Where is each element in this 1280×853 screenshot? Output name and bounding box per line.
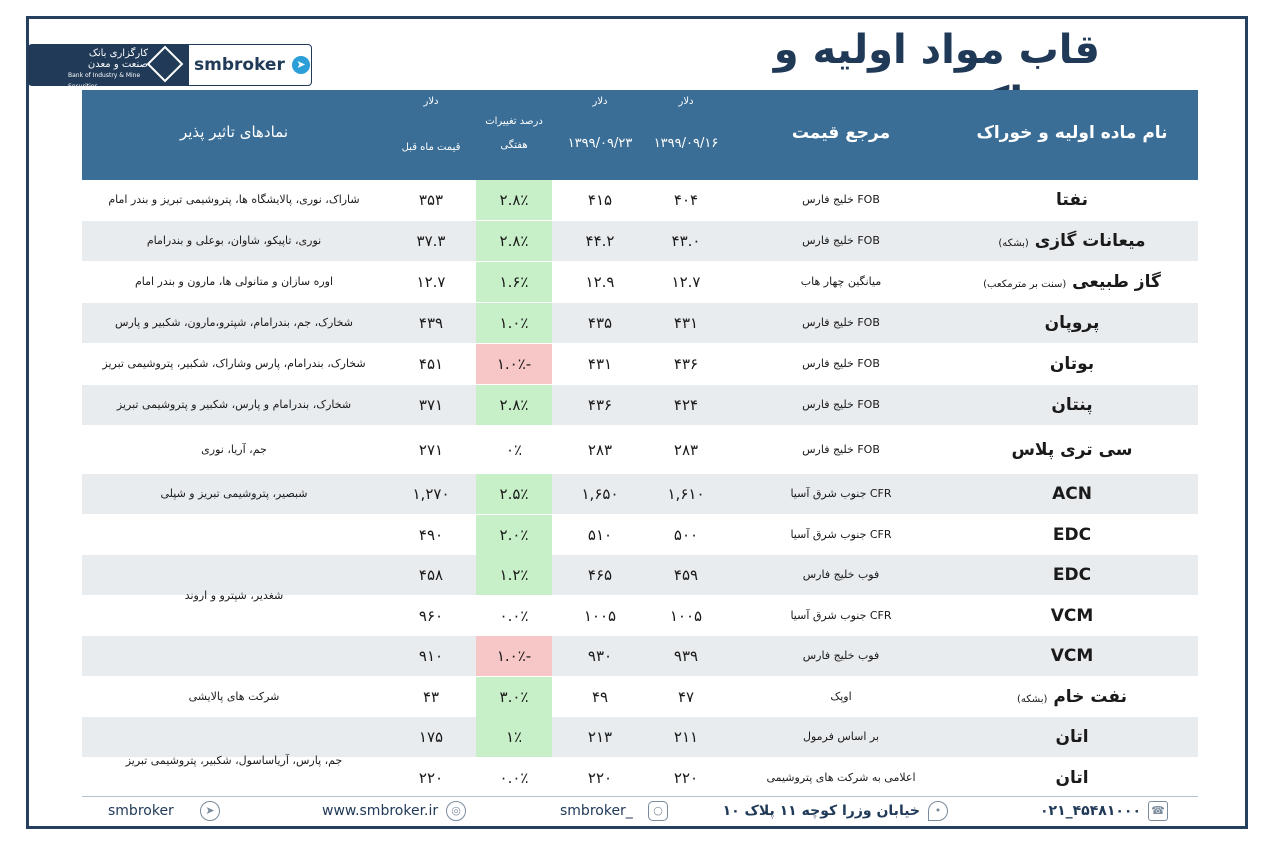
header-change-line2: هفتگی	[500, 140, 528, 151]
row-prev-price: ۳۷.۳	[416, 232, 446, 250]
row-price2: ۴۴.۲	[585, 232, 615, 250]
merged-affected-edc-vcm: شغدیر، شپترو و اروند	[184, 589, 284, 602]
row-price2: ۴۶۵	[587, 566, 613, 584]
header-price1-unit: دلار	[678, 96, 694, 107]
row-affected: شخارک، بندرامام و پارس، شکبیر و پتروشیمی تبریز	[116, 398, 352, 411]
row-price1: ۲۲۰	[673, 769, 699, 787]
row-name: EDC	[1052, 565, 1092, 585]
table-header	[82, 90, 1198, 180]
row-price1: ۱۰۰۵	[669, 607, 703, 625]
row-price2: ۲۲۰	[587, 769, 613, 787]
row-change: ۲.۸٪	[476, 180, 552, 220]
row-price2: ۴۳۱	[587, 355, 613, 373]
row-reference: اوپک	[830, 690, 852, 703]
row-price2: ۴۹	[591, 688, 609, 706]
row-affected: اوره سازان و متانولی ها، مارون و بندر امام	[134, 275, 334, 288]
row-prev-price: ۴۹۰	[418, 526, 444, 544]
bank-mark-icon	[147, 46, 184, 83]
header-name: نام ماده اولیه و خوراک	[976, 123, 1168, 143]
table-row	[82, 344, 1198, 384]
row-prev-price: ۳۷۱	[418, 396, 444, 414]
table-row	[82, 180, 1198, 220]
row-change: ۲.۸٪	[476, 221, 552, 261]
table-row	[82, 474, 1198, 514]
row-affected: شخارک، بندرامام، پارس وشاراک، شکبیر، پتروشیمی تبریز	[102, 357, 366, 370]
row-reference: بر اساس فرمول	[802, 730, 880, 743]
table-row	[82, 221, 1198, 261]
row-prev-price: ۴۵۸	[418, 566, 444, 584]
row-price2: ۲۸۳	[587, 441, 613, 459]
row-reference: CFR جنوب شرق آسیا	[790, 528, 892, 541]
row-price2: ۹۳۰	[587, 647, 613, 665]
row-price2: ۲۱۳	[587, 728, 613, 746]
row-change: ۱٪	[476, 717, 552, 757]
row-price1: ۴۵۹	[673, 566, 699, 584]
header-prev-unit: دلار	[423, 96, 439, 107]
row-price1: ۹۳۹	[673, 647, 699, 665]
row-price2: ۱۲.۹	[585, 273, 615, 291]
header-price2-date: ۱۳۹۹/۰۹/۲۳	[567, 136, 633, 151]
row-price1: ۱۲.۷	[671, 273, 701, 291]
row-prev-price: ۴۳۹	[418, 314, 444, 332]
row-price2: ۱,۶۵۰	[581, 485, 619, 503]
row-reference: CFR جنوب شرق آسیا	[790, 609, 892, 622]
row-affected	[82, 636, 386, 676]
row-affected: نوری، تاپیکو، شاوان، بوعلی و بندرامام	[146, 234, 322, 247]
row-affected: شرکت های پالایشی	[188, 690, 280, 703]
row-prev-price: ۴۳	[422, 688, 440, 706]
header-price2-unit: دلار	[592, 96, 608, 107]
row-price2: ۴۳۶	[587, 396, 613, 414]
row-affected: شخارک، جم، بندرامام، شپترو،مارون، شکبیر و پارس	[115, 316, 353, 329]
row-price2: ۴۳۵	[587, 314, 613, 332]
row-name: ACN	[1052, 484, 1092, 504]
row-price1: ۴۳.۰	[671, 232, 701, 250]
row-prev-price: ۴۵۱	[418, 355, 444, 373]
logo-bank-line1: کارگزاری بانک	[88, 48, 148, 59]
row-name: سی تری پلاس	[1011, 440, 1133, 460]
row-reference: CFR جنوب شرق آسیا	[790, 487, 892, 500]
logo-dark-panel	[28, 44, 193, 90]
row-prev-price: ۲۷۱	[418, 441, 444, 459]
row-affected: جم، آریا، نوری	[201, 443, 267, 456]
table-row	[82, 385, 1198, 425]
row-prev-price: ۲۲۰	[418, 769, 444, 787]
logo-bank-en: Bank of Industry & Mine Securities	[68, 72, 141, 90]
row-change: ۱.۲٪	[476, 555, 552, 595]
row-reference: FOB خلیج فارس	[802, 398, 880, 411]
row-prev-price: ۱۲.۷	[416, 273, 446, 291]
footer-phone: ۰۲۱_۴۵۴۸۱۰۰۰	[1040, 803, 1141, 819]
row-price1: ۵۰۰	[673, 526, 699, 544]
row-price1: ۴۳۱	[673, 314, 699, 332]
row-name: VCM	[1050, 646, 1094, 666]
table-row	[82, 430, 1198, 470]
row-affected: شبصیر، پتروشیمی تبریز و شپلی	[160, 487, 308, 500]
row-change: ۰.۰٪	[499, 769, 529, 787]
row-prev-price: ۳۵۳	[418, 191, 444, 209]
row-reference: فوب خلیج فارس	[802, 649, 880, 662]
header-affected: نمادهای تاثیر پذیر	[179, 123, 289, 141]
row-prev-price: ۹۱۰	[418, 647, 444, 665]
row-change: ۰.۰٪	[499, 607, 529, 625]
header-prev-label: قیمت ماه قبل	[401, 142, 461, 153]
row-affected: شاراک، نوری، پالایشگاه ها، پتروشیمی تبریز و بندر امام	[108, 193, 360, 206]
merged-affected-ethane: جم، پارس، آریاساسول، شکبیر، پتروشیمی تبریز	[125, 754, 343, 767]
phone-icon: ☎	[1148, 801, 1168, 821]
header-price1-date: ۱۳۹۹/۰۹/۱۶	[653, 136, 719, 151]
row-name: پنتان	[1051, 395, 1093, 415]
row-change: ۲.۰٪	[476, 515, 552, 555]
row-change: ۱.۶٪	[476, 262, 552, 302]
row-change: ۲.۵٪	[476, 474, 552, 514]
logo-brand-name: smbroker	[194, 55, 285, 75]
telegram-icon: ➤	[292, 56, 310, 74]
footer-website[interactable]: www.smbroker.ir	[322, 803, 439, 819]
header-reference: مرجع قیمت	[791, 123, 891, 143]
row-name: نفتا	[1056, 190, 1088, 210]
row-reference: FOB خلیج فارس	[802, 193, 880, 206]
row-name: بوتان	[1049, 354, 1095, 374]
logo-bank-line2: صنعت و معدن	[87, 59, 148, 70]
row-change: ۰٪	[505, 441, 523, 459]
row-change: ۱.۰٪	[476, 303, 552, 343]
row-name: میعانات گازی (بشکه)	[998, 231, 1146, 251]
row-prev-price: ۱,۲۷۰	[412, 485, 450, 503]
row-price1: ۴۰۴	[673, 191, 699, 209]
row-change: ۳.۰٪	[476, 677, 552, 717]
globe-icon: ◎	[446, 801, 466, 821]
row-name: EDC	[1052, 525, 1092, 545]
footer-instagram[interactable]: smbroker_	[560, 803, 633, 819]
row-name: اتان	[1055, 727, 1089, 747]
row-reference: میانگین چهار هاب	[800, 275, 882, 288]
page-title: قاب مواد اولیه و	[773, 27, 1100, 73]
row-price1: ۱,۶۱۰	[667, 485, 705, 503]
row-reference: FOB خلیج فارس	[802, 443, 880, 456]
row-price1: ۲۱۱	[673, 728, 699, 746]
table-row	[82, 303, 1198, 343]
row-price1: ۴۲۴	[673, 396, 699, 414]
row-reference: FOB خلیج فارس	[802, 316, 880, 329]
row-change: -۱.۰٪	[476, 344, 552, 384]
logo-bank-text	[68, 48, 148, 92]
row-affected	[82, 515, 386, 555]
footer	[28, 796, 1248, 826]
instagram-icon: ○	[648, 801, 668, 821]
row-price2: ۴۱۵	[587, 191, 613, 209]
table-row	[82, 677, 1198, 717]
row-name: گاز طبیعی (سنت بر مترمکعب)	[983, 272, 1161, 292]
row-change: ۲.۸٪	[476, 385, 552, 425]
table-row	[82, 515, 1198, 555]
send-icon: ➤	[200, 801, 220, 821]
table-row	[82, 636, 1198, 676]
row-name: پروپان	[1044, 313, 1100, 333]
row-reference: فوب خلیج فارس	[802, 568, 880, 581]
row-reference: اعلامی به شرکت های پتروشیمی	[766, 771, 916, 784]
row-price2: ۱۰۰۵	[583, 607, 617, 625]
row-price2: ۵۱۰	[587, 526, 613, 544]
row-reference: FOB خلیج فارس	[802, 357, 880, 370]
brand-logo	[28, 44, 312, 90]
footer-telegram[interactable]: smbroker	[108, 803, 174, 819]
row-name: اتان	[1055, 768, 1089, 788]
table-row	[82, 262, 1198, 302]
row-prev-price: ۹۶۰	[418, 607, 444, 625]
row-change: -۱.۰٪	[476, 636, 552, 676]
row-name: نفت خام (بشکه)	[1017, 687, 1127, 707]
location-pin-icon: •	[928, 801, 948, 821]
header-change-line1: درصد تغییرات	[485, 116, 543, 127]
row-prev-price: ۱۷۵	[418, 728, 444, 746]
row-price1: ۲۸۳	[673, 441, 699, 459]
row-price1: ۴۷	[677, 688, 695, 706]
row-price1: ۴۳۶	[673, 355, 699, 373]
row-name: VCM	[1050, 606, 1094, 626]
footer-address: خیابان وزرا کوچه ۱۱ پلاک ۱۰	[722, 803, 920, 819]
row-reference: FOB خلیج فارس	[802, 234, 880, 247]
